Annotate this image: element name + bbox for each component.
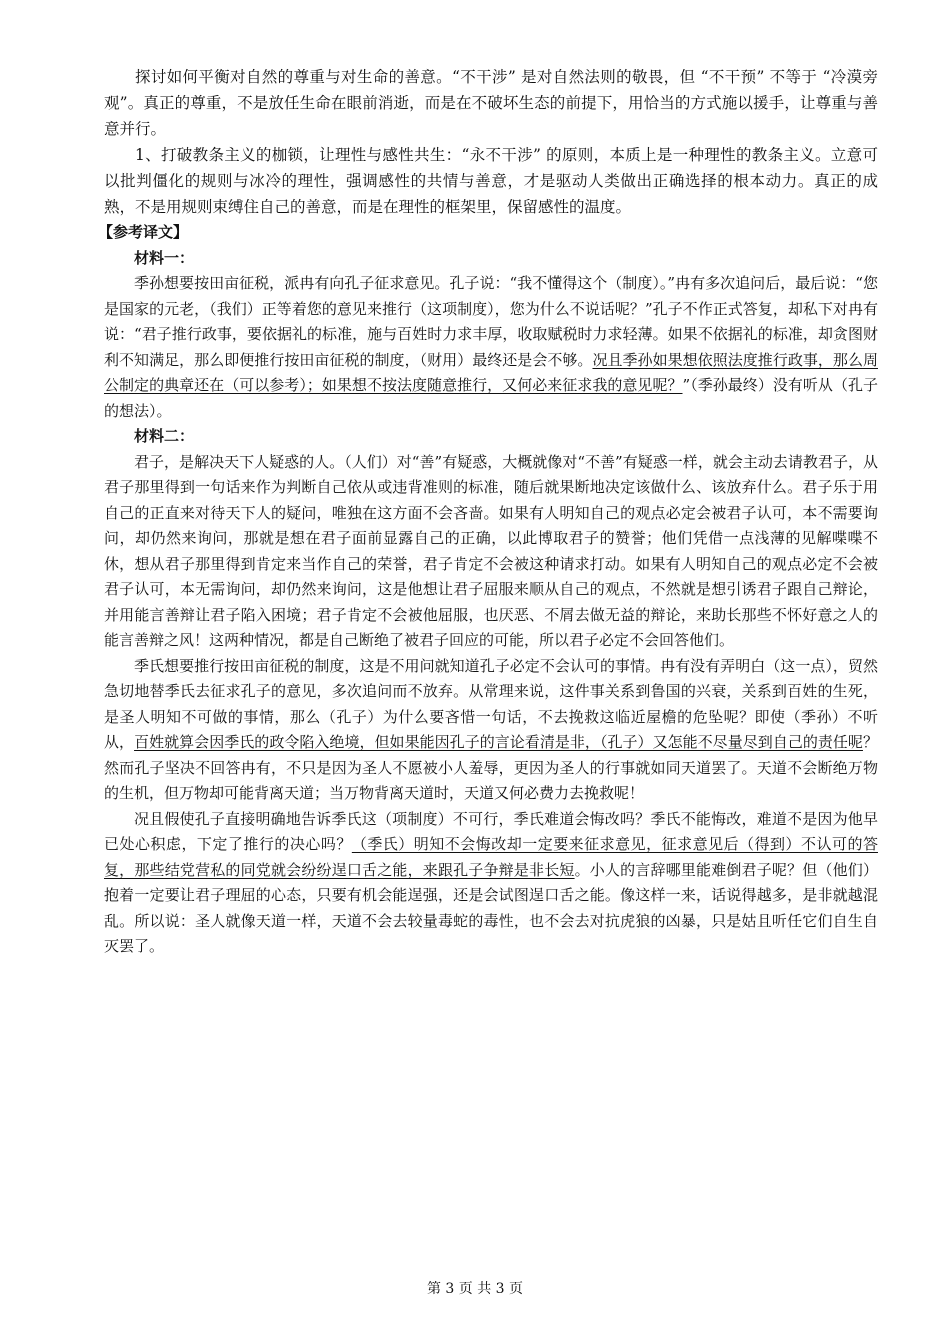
text-segment: ”（季孙最终）没有听从（孔子的想法）。 <box>104 376 878 420</box>
page-footer: 第 3 页 共 3 页 <box>426 1281 524 1297</box>
intro-paragraph: 探讨如何平衡对自然的尊重与对生命的善意。“不干涉” 是对自然法则的敬畏，但 “不干预” 不等于 “冷漠旁观”。真正的尊重，不是放任生命在眼前消逝，而是在不破坏生态的前提下，用恰当的方式施以援手，让尊重与善意并行。 <box>104 68 878 138</box>
text-segment: 况且假使孔子直接明确地告诉季氏这（项制度）不可行，季氏难道会悔改吗？季氏不能悔改，难道不是因为他早已处心积虑，下定了推行的决心吗？ <box>104 809 878 853</box>
underlined-text: 况且季孙如果想依照法度推行政事，那么周公制定的典章还在（可以参考）；如果想不按法度随意推行，又何必来征求我的意见呢？ <box>104 350 878 394</box>
section-heading: 【参考译文】 <box>98 223 189 241</box>
text-segment: ？然而孔子坚决不回答冉有，不只是因为圣人不愿被小人羞辱，更因为圣人的行事就如同天道罢了。天道不会断绝万物的生机，但万物却可能背离天道；当万物背离天道时，天道又何必费力去挽救呢！ <box>104 733 878 802</box>
underlined-text: 百姓就算会因季氏的政令陷入绝境，但如果能因孔子的言论看清是非，（孔子）又怎能不尽量尽到自己的责任呢 <box>134 733 863 751</box>
text-segment: 。小人的言辞哪里能难倒君子呢？但（他们）抱着一定要让君子理屈的心态，只要有机会能逞强，还是会试图逞口舌之能。像这样一来，话说得越多，是非就越混乱。所以说：圣人就像天道一样，天道不会去较量毒蛇的毒性，也不会去对抗虎狼的凶暴，只是姑且听任它们自生自灭罢了。 <box>104 860 878 955</box>
material-one-text <box>104 271 878 424</box>
material-two-para-1: 君子，是解决天下人疑惑的人。（人们）对“善”有疑惑，大概就像对“不善”有疑惑一样，就会主动去请教君子，从君子那里得到一句话来作为判断自己依从或违背准则的标准，随后就果断地决定该做什么、该放弃什么。君子乐于用自己的正直来对待天下人的疑问，唯独在这方面不会吝啬。如果有人明知自己的观点必定会被君子认可，本不需要询问，却仍然来询问，那就是想在君子面前显露自己的正确，以此博取君子的赞誉；他们凭借一点浅薄的见解喋喋不休，想从君子那里得到肯定来当作自己的荣誉，君子肯定不会被这种请求打动。如果有人明知自己的观点必定不会被君子认可，本无需询问，却仍然来询问，这是他想让君子屈服来顺从自己的观点，不然就是想引诱君子跟自己辩论，并用能言善辩让君子陷入困境；君子肯定不会被他屈服，也厌恶、不屑去做无益的辩论，来助长那些不怀好意之人的能言善辩之风！这两种情况，都是自己断绝了被君子回应的可能，所以君子必定不会回答他们。 <box>104 452 878 649</box>
underlined-text: （季氏）明知不会悔改却一定要来征求意见，征求意见后（得到）不认可的答复，那些结党营私的同党就会纷纷逞口舌之能，来跟孔子争辩是非长短 <box>104 835 878 879</box>
material-two-label: 材料二： <box>134 427 195 445</box>
text-segment: 季孙想要按田亩征税，派冉有向孔子征求意见。孔子说：“我不懂得这个（制度）。”冉有多次追问后，最后说：“您是国家的元老，（我们）正等着您的意见来推行（这项制度），您为什么不说话呢？”孔子不作正式答复，却私下对冉有说：“君子推行政事，要依据礼的标准，施与百姓时力求丰厚，收取赋税时力求轻薄。如果不依据礼的标准，却贪图财利不知满足，那么即便推行按田亩征税的制度，（财用）最终还是会不够。 <box>104 274 878 369</box>
text-segment: 季氏想要推行按田亩征税的制度，这是不用问就知道孔子必定不会认可的事情。冉有没有弄明白（这一点），贸然急切地替季氏去征求孔子的意见，多次追问而不放弃。从常理来说，这件事关系到鲁国的兴衰，关系到百姓的生死，是圣人明知不可做的事情，那么（孔子）为什么要吝惜一句话，不去挽救这临近屋檐的危坠呢？即使（季孙）不听从， <box>104 656 878 751</box>
material-two-para-3 <box>104 807 878 960</box>
document-body <box>98 64 878 960</box>
material-two-para-2 <box>104 654 878 807</box>
point-one-paragraph: 1、打破教条主义的枷锁，让理性与感性共生：“永不干涉” 的原则，本质上是一种理性的教条主义。立意可以批判僵化的规则与冰冷的理性，强调感性的共情与善意，才是驱动人类做出正确选择的根本动力。真正的成熟，不是用规则束缚住自己的善意，而是在理性的框架里，保留感性的温度。 <box>104 146 878 216</box>
material-one-label: 材料一： <box>134 248 195 267</box>
